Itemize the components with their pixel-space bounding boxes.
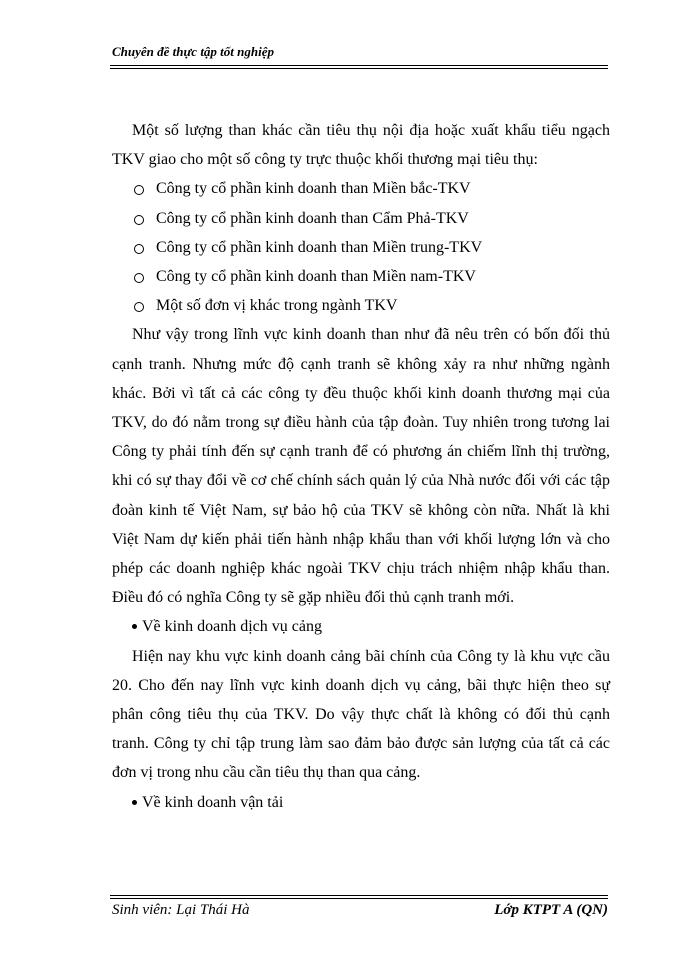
list-item-text: Công ty cổ phần kinh doanh than Miền nam-TKV (156, 268, 476, 286)
hollow-circle-bullet-icon (134, 302, 144, 312)
list-item-text: Công ty cổ phần kinh doanh than Miền bắc-TKV (156, 180, 471, 198)
header-rule-bottom (110, 68, 608, 69)
list-item (112, 262, 610, 291)
company-list (112, 174, 610, 320)
list-item (112, 204, 610, 233)
document-body (112, 116, 610, 817)
footer-rule-top (110, 895, 608, 896)
port-section-heading (112, 612, 610, 641)
page-header-title: Chuyên đề thực tập tốt nghiệp (112, 44, 274, 59)
hollow-circle-bullet-icon (134, 215, 144, 225)
list-item (112, 291, 610, 320)
port-paragraph: Hiện nay khu vực kinh doanh cảng bãi chính của Công ty là khu vực cầu 20. Cho đến nay lĩnh vực kinh doanh dịch vụ cảng, bãi thực hiện theo sự phân công tiêu thụ của TKV. Do vậy thực chất là không có đối thủ cạnh tranh. Công ty chỉ tập trung làm sao đảm bảo được sản lượng của tất cả các đơn vị trong nhu cầu cần tiêu thụ than qua cảng. (112, 647, 610, 782)
list-item (112, 174, 610, 203)
header-rule-top (110, 65, 608, 66)
intro-paragraph: Một số lượng than khác cần tiêu thụ nội địa hoặc xuất khẩu tiểu ngạch TKV giao cho một số công ty trực thuộc khối thương mại tiêu thụ: (112, 122, 610, 169)
list-item (112, 233, 610, 262)
hollow-circle-bullet-icon (134, 244, 144, 254)
port-heading-text: Về kinh doanh dịch vụ cảng (142, 618, 322, 636)
footer-class-name: Lớp KTPT A (QN) (494, 902, 608, 918)
list-item-text: Công ty cổ phần kinh doanh than Miền trung-TKV (156, 238, 483, 256)
hollow-circle-bullet-icon (134, 185, 144, 195)
transport-heading-text: Về kinh doanh vận tải (142, 793, 284, 811)
list-item-text: Một số đơn vị khác trong ngành TKV (156, 297, 398, 315)
footer-rule-bottom (110, 898, 608, 899)
footer-student-name: Sinh viên: Lại Thái Hà (112, 902, 250, 918)
hollow-circle-bullet-icon (134, 273, 144, 283)
competition-paragraph: Như vậy trong lĩnh vực kinh doanh than như đã nêu trên có bốn đối thủ cạnh tranh. Nhưng mức độ cạnh tranh sẽ không xảy ra như những ngành khác. Bởi vì tất cả các công ty đều thuộc khối kinh doanh thương mại của TKV, do đó nằm trong sự điều hành của tập đoàn. Tuy nhiên trong tương lai Công ty phải tính đến sự cạnh tranh để có phương án chiếm lĩnh thị trường, khi có sự thay đổi về cơ chế chính sách quản lý của Nhà nước đối với các tập đoàn kinh tế Việt Nam, sự bảo hộ của TKV sẽ không còn nữa. Nhất là khi Việt Nam dự kiến phải tiến hành nhập khẩu than với khối lượng lớn và cho phép các doanh nghiệp khác ngoài TKV chịu trách nhiệm nhập khẩu than. Điều đó có nghĩa Công ty sẽ gặp nhiều đối thủ cạnh tranh mới. (112, 326, 610, 607)
list-item-text: Công ty cổ phần kinh doanh than Cẩm Phả-TKV (156, 209, 469, 227)
transport-section-heading (112, 788, 610, 817)
filled-dot-bullet-icon (132, 800, 137, 805)
